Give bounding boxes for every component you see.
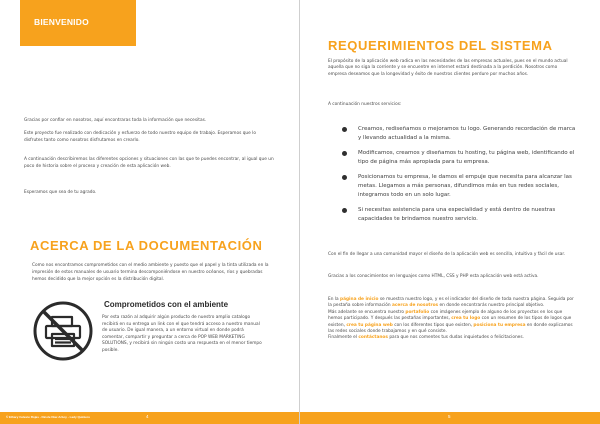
welcome-paragraph-1: Gracias por confiar en nosotros, aquí encontraras toda la información que necesitas. <box>24 118 207 123</box>
welcome-paragraph-4: Esperamos que sea de tu agrado. <box>24 190 97 195</box>
welcome-paragraph-3: A continuación describiremos las diferentes opciones y situaciones con las que te puedes encontrar, al igual que un poco de historia sobre el proceso y creación de esta aplicación web. <box>24 157 274 169</box>
bullet-dot <box>342 175 347 180</box>
service-text: Posicionamos tu empresa, le damos el empuje que necesita para alcanzar las metas. Llegamos a más personas, difundimos más en tus redes sociales, integramos todo en un solo lugar. <box>358 174 572 198</box>
bullet-dot <box>342 208 347 213</box>
tab-label: BIENVENIDO <box>34 17 89 27</box>
bullet-dot <box>342 127 347 132</box>
service-item-assistance <box>340 206 580 224</box>
service-text: Si necesitas asistencia para una especialidad y está dentro de nuestras capacidades te brindamos nuestro servicio. <box>358 207 556 222</box>
tech-paragraph: Gracias a los conocimientos en lenguajes como HTML, CSS y PHP esta aplicación web está activa. <box>328 274 539 279</box>
requirements-title: REQUERIMIENTOS DEL SISTEMA <box>328 38 553 53</box>
link-web[interactable]: crea tu página web <box>346 322 393 328</box>
footer-credit: © Ethary Celeste Rojas - Nicole Diaz Arboy - Lady Quintero <box>6 415 90 419</box>
bullet-dot <box>342 151 347 156</box>
services-lead: A continuación nuestros servicios: <box>328 102 402 107</box>
right-footer-bar <box>300 412 600 424</box>
link-about[interactable]: acerca de nosotros <box>391 303 439 309</box>
documentation-title: ACERCA DE LA DOCUMENTACIÓN <box>30 238 263 253</box>
link-contact[interactable]: contáctanos <box>358 335 388 341</box>
welcome-paragraph-2: Este proyecto fue realizado con dedicación y esfuerzo de todo nuestro equipo de trabajo. Esperamos que lo disfrutes tanto como nosotros disfrutamos en crearlo. <box>24 131 256 143</box>
environment-paragraph: Por esta razón al adquirir algún producto de nuestro amplio catalogo recibirá en su entrega un link con el que tendrá acceso a nuestro manual de usuario. De igual manera, a un entorno virtual en donde podrá comentar, compartir y preguntar a cerca de POP WEB MARKETING SOLUTIONS, y recibirá sin ningún costo una respuesta en el menor tiempo posible. <box>102 315 262 353</box>
environment-title: Comprometidos con el ambiente <box>104 300 229 309</box>
service-item-logo <box>340 125 580 143</box>
service-text: Modificamos, creamos y diseñamos tu hosting, tu página web, identificando el tipo de página más apropiada para tu empresa. <box>358 150 575 165</box>
link-logo[interactable]: crea tu logo <box>451 316 481 322</box>
section-tab <box>20 0 136 46</box>
navigation-paragraph: En la página de inicio se muestra nuestro logo, y es el indicador del diseño de toda nuestra página. Seguida por la pestaña sobre información acerca de nosotros en donde encontrarás nuestro principal objetivo. Más adelante se encuentra nuestro portafolio con imágenes ejemplo de alguno de los proyectos en los que hemos participado. Y después las pestañas importantes, crea tu logo con un resumen de los tipos de logos que existen, crea tu página web con los diferentes tipos que existen, posiciona tu empresa en donde explicamos las redes sociales donde trabajamos y en qué consiste. Finalmente el contáctanos para que nos comentes tus dudas inquietudes o felicitaciones. <box>328 297 574 341</box>
link-portfolio[interactable]: portafolio <box>405 309 430 315</box>
link-home[interactable]: página de inicio <box>340 297 379 302</box>
left-footer-bar <box>0 412 300 424</box>
page-number-left: 4 <box>146 414 149 419</box>
service-item-positioning <box>340 173 580 200</box>
services-list <box>340 125 580 230</box>
link-position[interactable]: posiciona tu empresa <box>473 322 526 328</box>
right-page <box>300 0 600 424</box>
page-number-right: 5 <box>448 414 451 419</box>
documentation-paragraph: Como nos encontramos comprometidos con el medio ambiente y puesto que el papel y la tinta utilizada en la impresión de estos manuales de usuario termina descomponiéndose en nuestro océanos, ríos y quebradas hemos decidido que la mejor opción es la distribución digital. <box>32 263 269 282</box>
service-text: Creamos, rediseñamos o mejoramos tu logo. Generando recordación de marca y llevando actualidad a la misma. <box>358 126 576 141</box>
goal-paragraph: Con el fin de llegar a una comunidad mayor el diseño de la aplicación web es sencilla, intuitiva y fácil de usar. <box>328 252 566 257</box>
no-printing-icon <box>32 300 94 362</box>
requirements-intro: El propósito de la aplicación web radica en las necesidades de las empresas actuales, pues en el mundo actual aquella que no siga la corriente y se encuentre en internet estará destinada a la perdición. Nosotros como empresa deseamos que la longevidad y éxito de nuestros clientes perdure por muchos años. <box>328 59 568 77</box>
service-item-web <box>340 149 580 167</box>
